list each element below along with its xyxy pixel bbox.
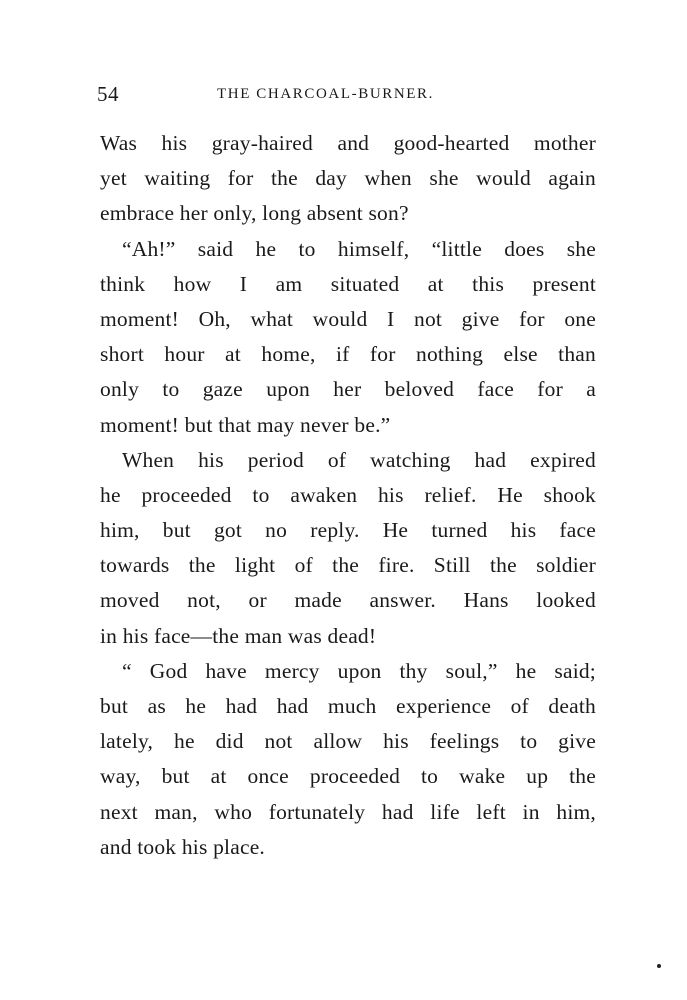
running-title: THE CHARCOAL-BURNER. bbox=[217, 86, 435, 102]
text-line: only to gaze upon her beloved face for a bbox=[100, 377, 596, 402]
text-line: and took his place. bbox=[100, 834, 266, 859]
text-line: in his face—the man was dead! bbox=[100, 623, 377, 648]
page-number: 54 bbox=[97, 82, 119, 106]
text-line: next man, who fortunately had life left in him, bbox=[100, 799, 596, 824]
text-line: moved not, or made answer. Hans looked bbox=[100, 588, 596, 613]
text-line: short hour at home, if for nothing else than bbox=[100, 342, 596, 367]
text-line: think how I am situated at this present bbox=[100, 271, 596, 296]
running-head bbox=[97, 82, 597, 112]
ink-speck bbox=[657, 964, 661, 968]
text-line: he proceeded to awaken his relief. He shook bbox=[100, 482, 596, 507]
text-line: When his period of watching had expired bbox=[122, 447, 596, 472]
text-line: lately, he did not allow his feelings to give bbox=[100, 729, 596, 754]
body-text bbox=[100, 126, 596, 865]
text-line: embrace her only, long absent son? bbox=[100, 201, 409, 226]
text-line: way, but at once proceeded to wake up the bbox=[100, 764, 596, 789]
text-line: “ God have mercy upon thy soul,” he said; bbox=[122, 658, 596, 683]
text-line: moment! but that may never be.” bbox=[100, 412, 391, 437]
text-line: him, but got no reply. He turned his face bbox=[100, 518, 596, 543]
text-line: yet waiting for the day when she would again bbox=[100, 166, 596, 191]
text-line: “Ah!” said he to himself, “little does she bbox=[122, 236, 596, 261]
text-line: towards the light of the fire. Still the soldier bbox=[100, 553, 596, 578]
text-line: Was his gray-haired and good-hearted mother bbox=[100, 131, 596, 155]
text-line: but as he had had much experience of death bbox=[100, 694, 596, 718]
text-line: moment! Oh, what would I not give for one bbox=[100, 306, 596, 331]
